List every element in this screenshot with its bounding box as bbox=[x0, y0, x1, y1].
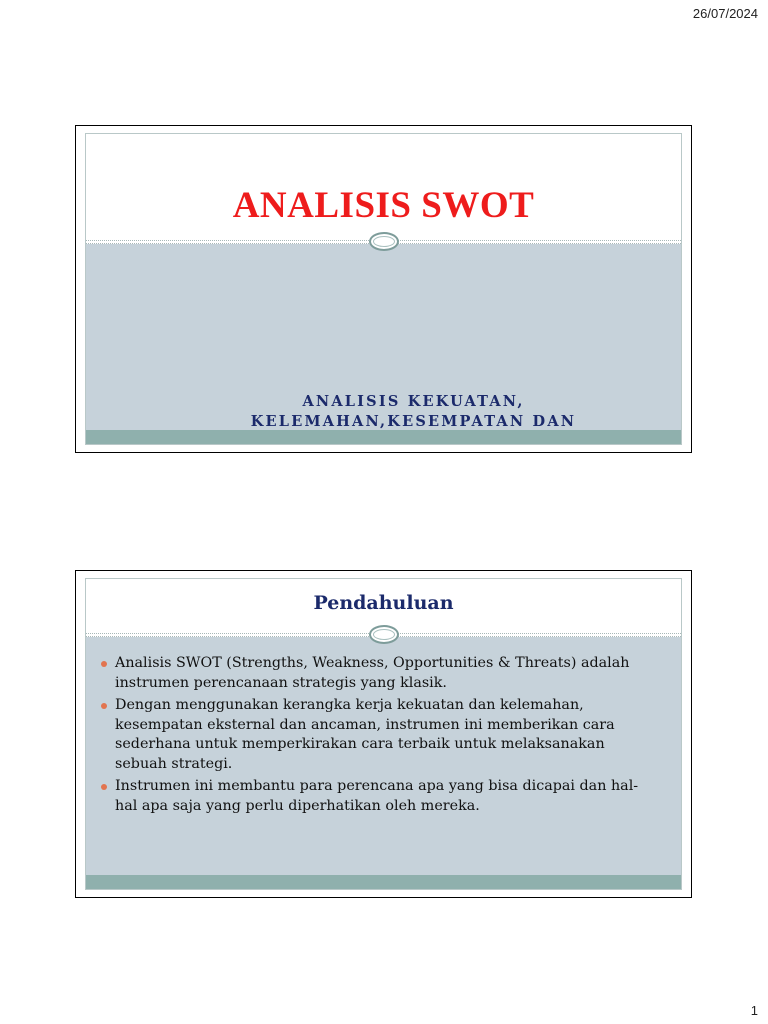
bullet-dot-icon bbox=[101, 784, 107, 790]
slide-1 bbox=[75, 125, 692, 453]
bullet-text: Dengan menggunakan kerangka kerja kekuatan dan kelemahan, kesempatan eksternal dan ancaman, instrumen ini memberikan cara sederhana untuk memperkirakan cara terbaik untuk melaksanakan sebuah strategi. bbox=[115, 697, 615, 772]
list-item bbox=[100, 696, 659, 774]
page-number: 1 bbox=[750, 1003, 758, 1018]
slide-2 bbox=[75, 570, 692, 898]
slide-2-content bbox=[85, 578, 682, 890]
header-date: 26/07/2024 bbox=[692, 6, 758, 21]
slide-1-body bbox=[86, 244, 681, 444]
bullet-text: Analisis SWOT (Strengths, Weakness, Opportunities & Threats) adalah instrumen perencanaan strategis yang klasik. bbox=[115, 655, 630, 691]
bullet-dot-icon bbox=[101, 703, 107, 709]
subtitle-line-1: ANALISIS KEKUATAN, bbox=[302, 393, 525, 410]
slide-1-title: ANALISIS SWOT bbox=[232, 185, 535, 226]
oval-ornament-icon bbox=[369, 625, 399, 644]
list-item bbox=[100, 777, 659, 816]
slide-1-content bbox=[85, 133, 682, 445]
slide-1-footer-bar bbox=[86, 430, 681, 444]
subtitle-line-2: KELEMAHAN,KESEMPATAN DAN bbox=[250, 413, 577, 430]
slide-2-footer-bar bbox=[86, 875, 681, 889]
slide-2-title: Pendahuluan bbox=[313, 592, 454, 614]
bullet-list bbox=[100, 654, 659, 819]
list-item bbox=[100, 654, 659, 693]
bullet-dot-icon bbox=[101, 661, 107, 667]
oval-ornament-icon bbox=[369, 232, 399, 251]
bullet-text: Instrumen ini membantu para perencana apa yang bisa dicapai dan hal-hal apa saja yang perlu diperhatikan oleh mereka. bbox=[115, 778, 639, 814]
slide-1-title-area bbox=[86, 134, 681, 240]
